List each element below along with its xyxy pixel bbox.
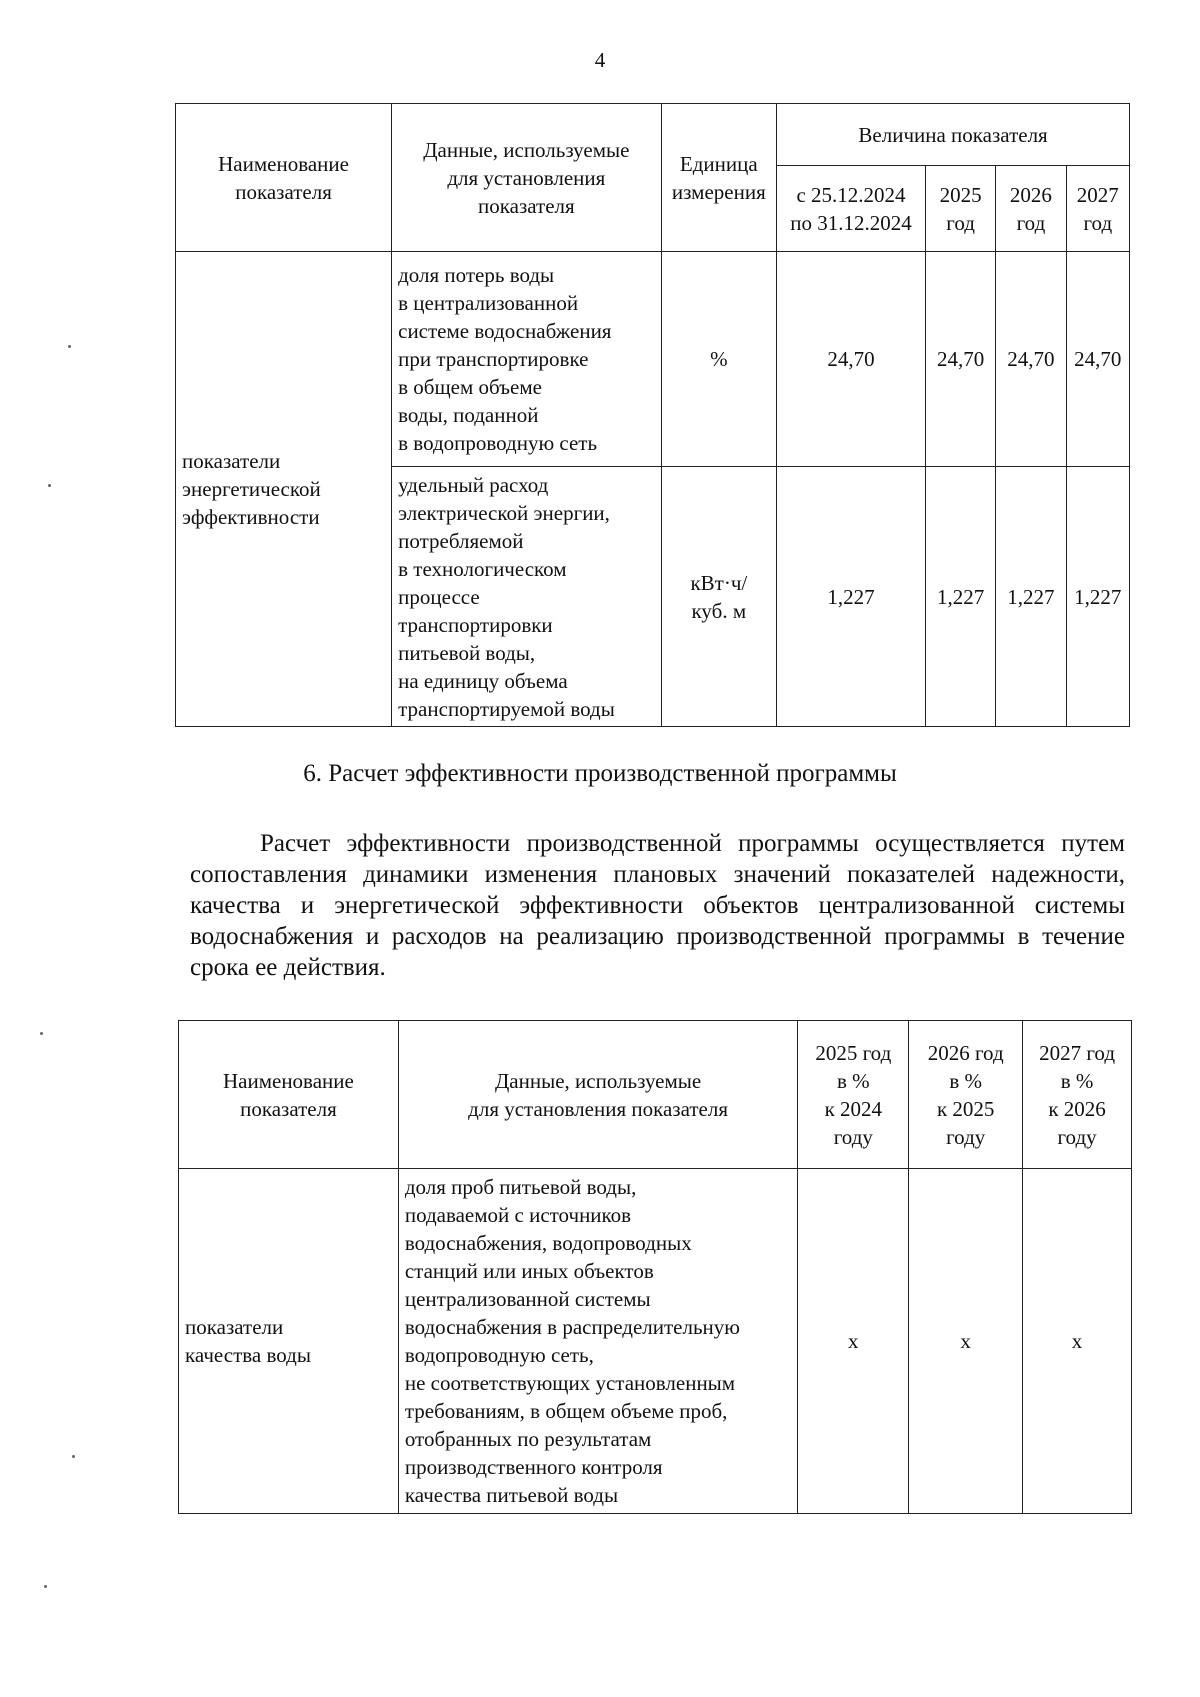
header-indicator-name: Наименование показателя <box>179 1021 399 1169</box>
scan-speck <box>44 1585 47 1588</box>
row-data-description: удельный расход электрической энергии, потребляемой в технологическом процессе транспортировки питьевой воды, на единицу объема транспортируемой воды <box>392 467 661 727</box>
row-value: 24,70 <box>996 252 1066 467</box>
scan-speck <box>40 1032 43 1035</box>
header-indicator-value: Величина показателя <box>777 104 1130 166</box>
energy-efficiency-table <box>175 103 1130 727</box>
row-value: 1,227 <box>777 467 926 727</box>
row-value: х <box>1023 1169 1132 1514</box>
header-period-2024: с 25.12.2024 по 31.12.2024 <box>777 166 926 252</box>
header-unit: Единица измерения <box>661 104 777 252</box>
row-value: 24,70 <box>925 252 995 467</box>
scan-speck <box>72 1455 75 1458</box>
row-data-description: доля проб питьевой воды, подаваемой с источников водоснабжения, водопроводных станций или иных объектов централизованной системы водоснабжения в распределительную водопроводную сеть, не соответствующих установленным требованиям, в общем объеме проб, отобранных по результатам производственного контроля качества питьевой воды <box>398 1169 798 1514</box>
scan-speck <box>68 345 71 348</box>
header-indicator-name: Наименование показателя <box>176 104 392 252</box>
header-data-used: Данные, используемые для установления показателя <box>398 1021 798 1169</box>
section-title: 6. Расчет эффективности производственной программы <box>303 760 897 787</box>
indicator-group-name: показатели энергетической эффективности <box>176 252 392 727</box>
row-value: 1,227 <box>925 467 995 727</box>
row-unit: % <box>661 252 777 467</box>
table-row <box>176 252 1130 467</box>
row-value: х <box>798 1169 909 1514</box>
row-value: х <box>909 1169 1023 1514</box>
header-data-used: Данные, используемые для установления показателя <box>392 104 661 252</box>
row-value: 1,227 <box>996 467 1066 727</box>
row-value: 24,70 <box>777 252 926 467</box>
scan-speck <box>48 484 51 487</box>
indicator-group-name: показатели качества воды <box>179 1169 399 1514</box>
row-unit: кВт·ч/ куб. м <box>661 467 777 727</box>
header-year-2027-percent: 2027 год в % к 2026 году <box>1023 1021 1132 1169</box>
header-year-2026-percent: 2026 год в % к 2025 году <box>909 1021 1023 1169</box>
table-row <box>179 1169 1132 1514</box>
program-efficiency-table <box>178 1020 1132 1514</box>
header-year-2025-percent: 2025 год в % к 2024 году <box>798 1021 909 1169</box>
page-number: 4 <box>594 48 606 72</box>
header-year-2025: 2025 год <box>925 166 995 252</box>
row-value: 1,227 <box>1066 467 1129 727</box>
header-year-2027: 2027 год <box>1066 166 1129 252</box>
row-data-description: доля потерь воды в централизованной системе водоснабжения при транспортировке в общем объеме воды, поданной в водопроводную сеть <box>392 252 661 467</box>
section-paragraph: Расчет эффективности производственной программы осуществляется путем сопоставления динамики изменения плановых значений показателей надежности, качества и энергетической эффективности объектов централизованной системы водоснабжения и расходов на реализацию производственной программы в течение срока ее действия. <box>190 830 1125 981</box>
row-value: 24,70 <box>1066 252 1129 467</box>
header-year-2026: 2026 год <box>996 166 1066 252</box>
